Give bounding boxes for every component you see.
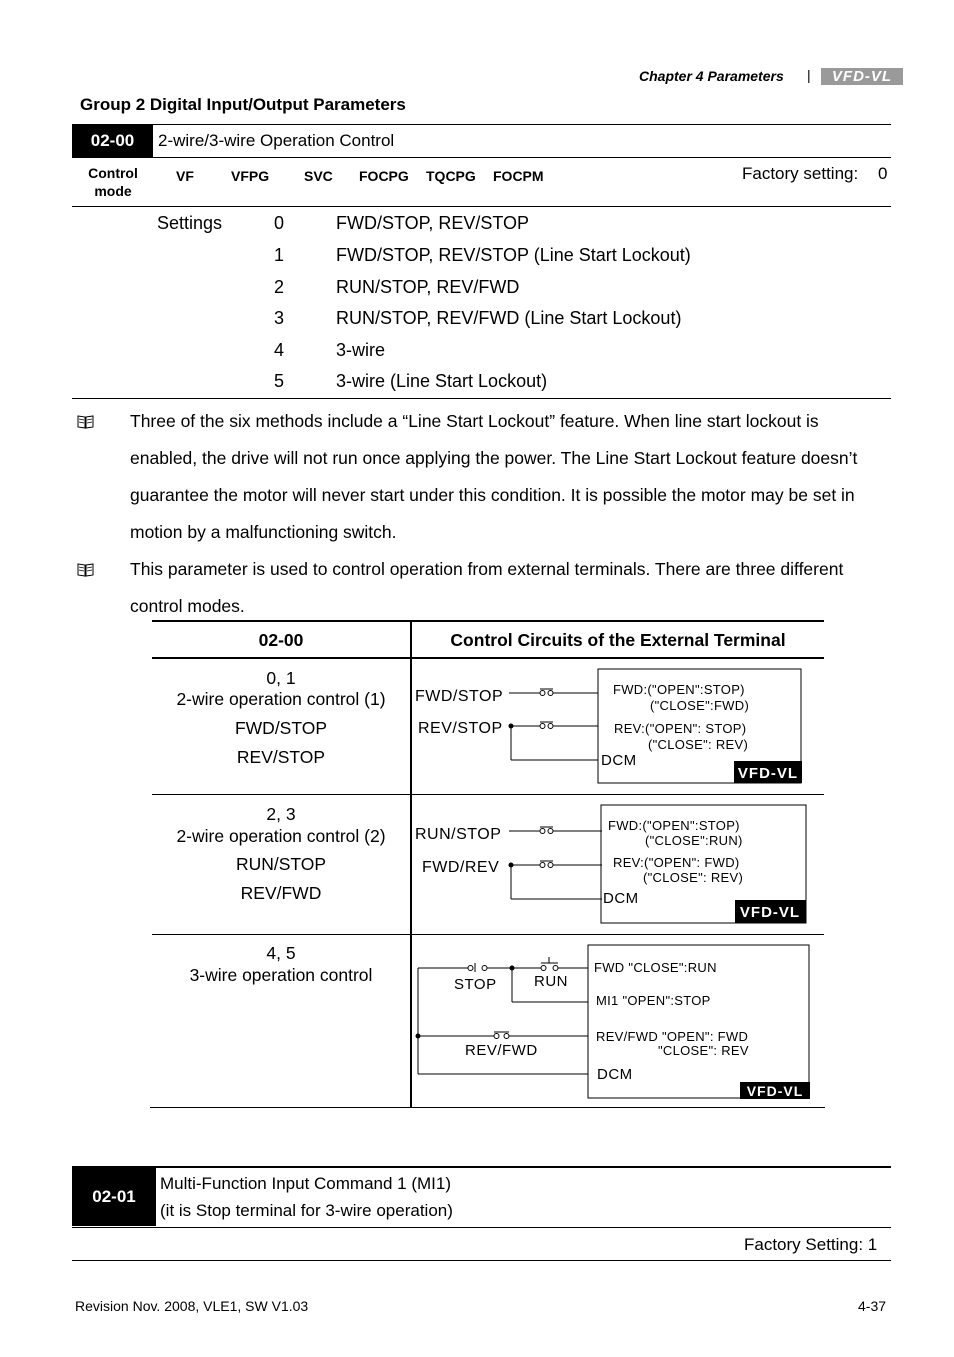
divider	[150, 1107, 825, 1108]
factory-setting-0201: Factory Setting: 1	[744, 1235, 878, 1254]
book-icon	[77, 414, 95, 430]
divider	[72, 206, 891, 207]
mode-svc: SVC	[304, 168, 333, 184]
footer-page-number: 4-37	[858, 1298, 887, 1314]
table-header-circuits: Control Circuits of the External Terminal	[450, 630, 786, 650]
book-icon	[77, 562, 95, 578]
box-line: ("CLOSE":RUN)	[645, 833, 743, 848]
setting-desc: RUN/STOP, REV/FWD	[336, 277, 520, 297]
setting-value: 5	[274, 371, 285, 391]
note-text: guarantee the motor will never start under this condition. It is possible the motor may be set in	[130, 485, 855, 505]
vfd-vl-badge: VFD-VL	[746, 1083, 804, 1099]
vfd-vl-badge: VFD-VL	[739, 904, 801, 921]
note-text: This parameter is used to control operation from external terminals. There are three different	[130, 559, 844, 579]
label-run: RUN	[534, 973, 568, 990]
circuit-diagram-3wire	[412, 937, 812, 1103]
divider	[72, 1227, 891, 1228]
mode-vfpg: VFPG	[231, 168, 270, 184]
note-control-modes	[130, 551, 910, 625]
row-title: 2-wire operation control (2)	[176, 826, 386, 846]
label-run-stop: RUN/STOP	[415, 826, 502, 843]
header-separator: |	[807, 67, 811, 83]
divider	[152, 657, 824, 659]
note-line-start-lockout	[130, 403, 910, 551]
box-line: ("CLOSE":FWD)	[650, 698, 750, 713]
param-code-0200: 02-00	[72, 125, 153, 157]
setting-value: 2	[274, 277, 285, 297]
divider	[72, 124, 891, 125]
setting-desc: FWD/STOP, REV/STOP	[336, 213, 530, 233]
label-stop: STOP	[454, 976, 497, 993]
setting-value: 0	[274, 213, 285, 233]
mode-focpm: FOCPM	[493, 168, 544, 184]
box-line: MI1 "OPEN":STOP	[596, 993, 711, 1008]
row-title: 3-wire operation control	[189, 965, 373, 985]
box-line: FWD:("OPEN":STOP)	[613, 682, 745, 697]
label-dcm: DCM	[597, 1066, 633, 1083]
divider	[152, 934, 824, 935]
note-text: control modes.	[130, 596, 245, 616]
setting-desc: FWD/STOP, REV/STOP (Line Start Lockout)	[336, 245, 691, 265]
control-mode-label: Control mode	[88, 165, 138, 199]
note-text: Three of the six methods include a “Line Start Lockout” feature. When line start lockout is	[130, 411, 819, 431]
box-line: ("CLOSE": REV)	[643, 870, 744, 885]
box-line: "CLOSE": REV	[658, 1043, 749, 1058]
chapter-title: Chapter 4 Parameters	[639, 68, 784, 84]
mode-tqcpg: TQCPG	[426, 168, 476, 184]
row-item: RUN/STOP	[235, 854, 327, 874]
mode-focpg: FOCPG	[359, 168, 409, 184]
mode-vf: VF	[176, 168, 194, 184]
param-name-0201-line2: (it is Stop terminal for 3-wire operation)	[160, 1201, 453, 1220]
factory-setting-label: Factory setting:	[742, 164, 859, 183]
setting-value: 4	[274, 340, 285, 360]
setting-desc: RUN/STOP, REV/FWD (Line Start Lockout)	[336, 308, 682, 328]
divider	[72, 1260, 891, 1261]
table-header-param: 02-00	[258, 630, 304, 650]
group-title: Group 2 Digital Input/Output Parameters	[80, 95, 406, 114]
setting-value: 1	[274, 245, 285, 265]
row-code: 4, 5	[266, 943, 296, 963]
param-name-0201-line1: Multi-Function Input Command 1 (MI1)	[160, 1174, 451, 1193]
param-code-0201: 02-01	[72, 1168, 156, 1226]
label-rev-fwd: REV/FWD	[465, 1042, 538, 1059]
row-item: REV/FWD	[240, 883, 322, 903]
divider	[72, 1166, 891, 1168]
row-title: 2-wire operation control (1)	[176, 689, 386, 709]
divider	[152, 794, 824, 795]
row-code: 2, 3	[266, 804, 296, 824]
row-item: REV/STOP	[236, 747, 326, 767]
label-fwd-stop: FWD/STOP	[415, 688, 504, 705]
note-text: motion by a malfunctioning switch.	[130, 522, 397, 542]
box-line: FWD "CLOSE":RUN	[594, 960, 717, 975]
label-dcm: DCM	[603, 890, 639, 907]
divider	[152, 620, 824, 622]
setting-desc: 3-wire (Line Start Lockout)	[336, 371, 548, 391]
footer-revision: Revision Nov. 2008, VLE1, SW V1.03	[75, 1298, 309, 1314]
setting-desc: 3-wire	[336, 340, 386, 360]
label-rev-stop: REV/STOP	[418, 720, 503, 737]
row-code: 0, 1	[266, 668, 296, 688]
setting-value: 3	[274, 308, 285, 328]
note-text: enabled, the drive will not run once applying the power. The Line Start Lockout feature doesn’t	[130, 448, 858, 468]
box-line: REV:("OPEN": FWD)	[613, 855, 740, 870]
settings-label: Settings	[157, 213, 223, 233]
circuit-diagram-2wire-2	[412, 797, 812, 931]
divider	[72, 157, 891, 158]
brand-logo: VFD-VL	[821, 68, 903, 85]
row-item: FWD/STOP	[234, 718, 328, 738]
label-fwd-rev: FWD/REV	[422, 859, 500, 876]
box-line: REV/FWD "OPEN": FWD	[596, 1029, 749, 1044]
box-line: ("CLOSE": REV)	[648, 737, 749, 752]
param-name-0200: 2-wire/3-wire Operation Control	[158, 131, 395, 150]
box-line: FWD:("OPEN":STOP)	[608, 818, 740, 833]
divider	[72, 398, 891, 399]
vfd-vl-badge: VFD-VL	[737, 765, 799, 782]
box-line: REV:("OPEN": STOP)	[614, 721, 747, 736]
label-dcm: DCM	[601, 752, 637, 769]
circuit-diagram-2wire-1	[412, 660, 812, 794]
factory-setting-value: 0	[878, 164, 888, 183]
